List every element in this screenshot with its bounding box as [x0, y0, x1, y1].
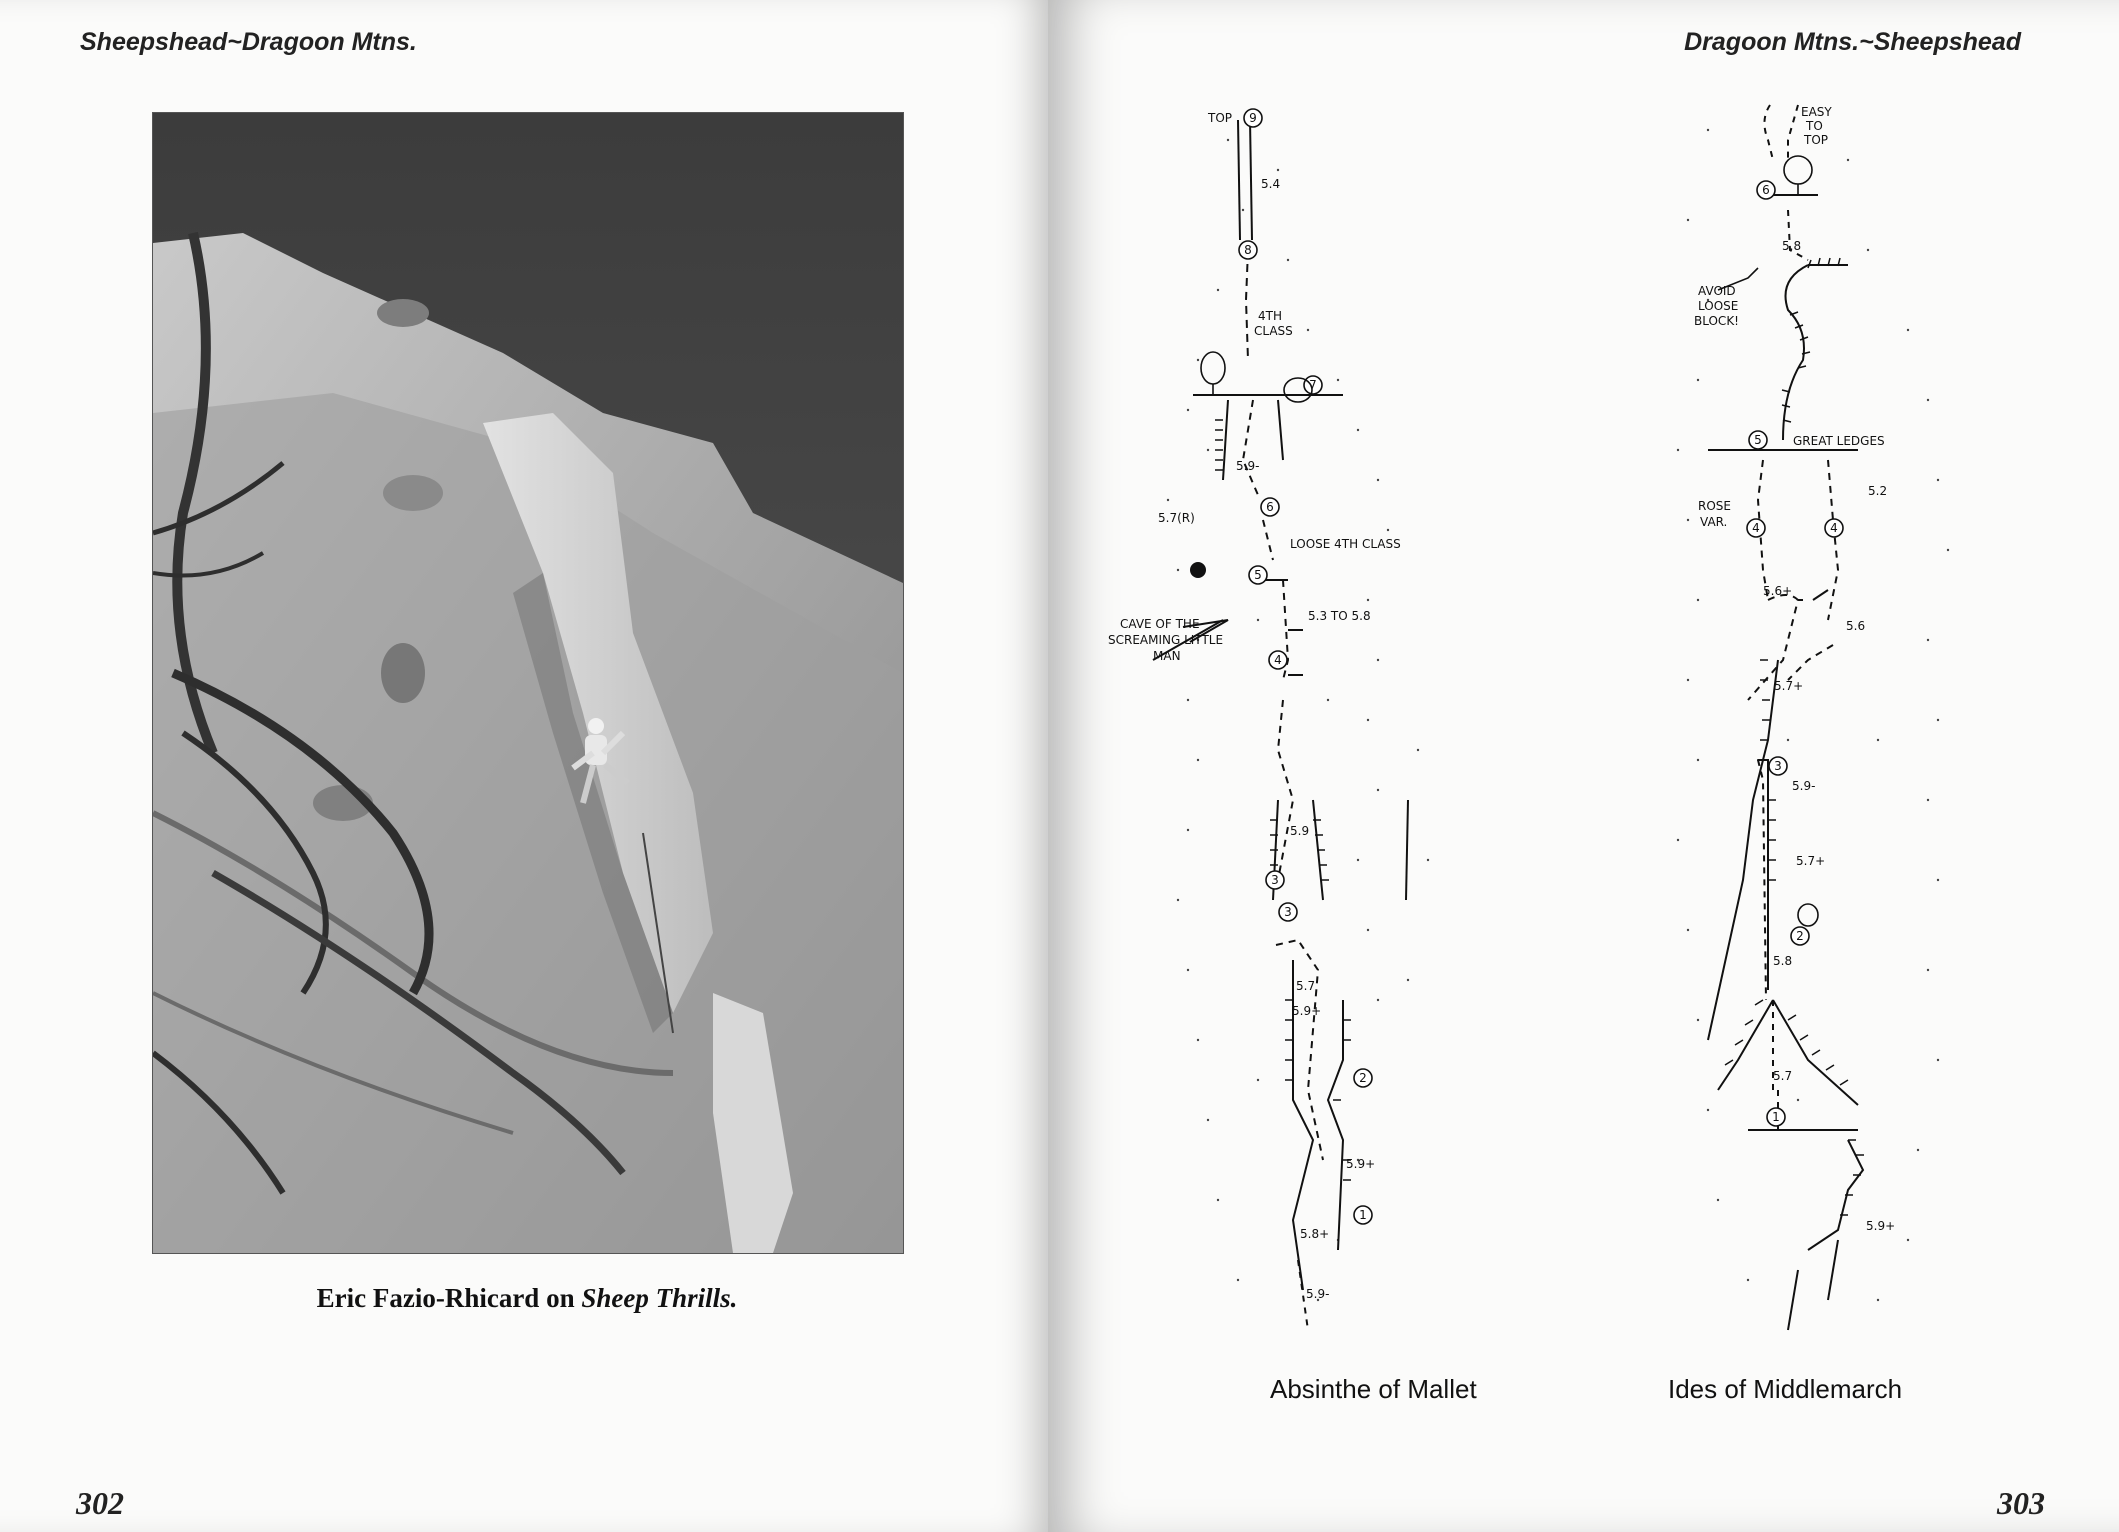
belay-4-number: 4	[1274, 653, 1282, 667]
left-page	[0, 0, 1048, 1532]
label-grade-5-7: 5.7	[1773, 1069, 1793, 1083]
topo-b-belay-numbers	[1752, 183, 1838, 1124]
label-grade-5-6: 5.6	[1846, 619, 1866, 633]
belay-3b-number: 3	[1284, 905, 1292, 919]
climbing-photo-image	[153, 113, 903, 1253]
belay-8-number: 8	[1244, 243, 1252, 257]
label-grade-5-9-minus-b: 5.9-	[1306, 1287, 1330, 1301]
topo-a-lines	[1153, 120, 1408, 1330]
label-grade-5-9-plus: 5.9+	[1866, 1219, 1896, 1233]
label-grade-5-9-minus: 5.9-	[1792, 779, 1816, 793]
label-grade-5-3-to-5-8: 5.3 TO 5.8	[1308, 609, 1371, 623]
cave-marker-icon	[1190, 562, 1206, 578]
belay-5-number: 5	[1754, 433, 1762, 447]
label-grade-5-8-b: 5.8	[1773, 954, 1793, 968]
label-grade-5-4: 5.4	[1261, 177, 1281, 191]
topo-a-diagram	[1078, 100, 1498, 1360]
label-loose-4th-class: LOOSE 4TH CLASS	[1290, 537, 1401, 551]
label-grade-5-7r: 5.7(R)	[1158, 511, 1195, 525]
label-grade-5-9-minus: 5.9-	[1236, 459, 1260, 473]
left-page-number: 302	[76, 1485, 124, 1521]
belay-7-number: 7	[1309, 378, 1317, 392]
belay-3a-number: 3	[1271, 873, 1279, 887]
label-to: TO	[1806, 119, 1823, 133]
belay-9-number: 9	[1249, 111, 1257, 125]
belay-5-number: 5	[1254, 568, 1262, 582]
topo-a-labels	[1108, 111, 1401, 1301]
right-page	[1048, 0, 2119, 1532]
label-great-ledges: GREAT LEDGES	[1793, 434, 1885, 448]
label-rose: ROSE	[1698, 499, 1731, 513]
label-class: CLASS	[1254, 324, 1293, 338]
label-grade-5-9-plus-a: 5.9+	[1292, 1004, 1322, 1018]
topo-a-hatches	[1215, 420, 1351, 1180]
route-name-ides-of-middlemarch: Ides of Middlemarch	[1668, 1374, 1903, 1404]
belay-6-number: 6	[1762, 183, 1770, 197]
label-4th: 4TH	[1258, 309, 1282, 323]
label-grade-5-7-plus-a: 5.7+	[1774, 679, 1804, 693]
label-grade-5-8-plus: 5.8+	[1300, 1227, 1330, 1241]
belay-6-number: 6	[1266, 500, 1274, 514]
label-top: TOP	[1208, 111, 1233, 125]
belay-3-number: 3	[1774, 759, 1782, 773]
caption-prefix: Eric Fazio-Rhicard on	[316, 1283, 582, 1313]
label-grade-5-2: 5.2	[1868, 484, 1888, 498]
topo-absinthe-of-mallet	[1078, 100, 1498, 1360]
right-running-head: Dragoon Mtns.~Sheepshead	[1684, 28, 2021, 56]
belay-4a-number: 4	[1752, 521, 1760, 535]
label-cave-line-1: CAVE OF THE	[1120, 617, 1200, 631]
label-grade-5-6-plus: 5.6+	[1763, 584, 1793, 598]
label-cave-line-2: SCREAMING LITTLE	[1108, 633, 1224, 647]
label-grade-5-7: 5.7	[1296, 979, 1316, 993]
topo-b-belays	[1747, 181, 1843, 1126]
belay-4b-number: 4	[1830, 521, 1838, 535]
label-top: TOP	[1804, 133, 1829, 147]
label-easy: EASY	[1801, 105, 1832, 119]
belay-1-number: 1	[1772, 1110, 1780, 1124]
topo-a-rock-stipple	[1167, 139, 1429, 1301]
label-grade-5-8: 5.8	[1782, 239, 1802, 253]
label-grade-5-7-plus-b: 5.7+	[1796, 854, 1826, 868]
belay-2-number: 2	[1796, 929, 1804, 943]
photo-caption	[152, 1283, 902, 1314]
climbing-photo	[152, 112, 904, 1254]
label-var: VAR.	[1700, 515, 1728, 529]
topo-b-hatches	[1725, 258, 1864, 1215]
topo-b-diagram	[1548, 100, 2008, 1360]
label-grade-5-9-plus-b: 5.9+	[1346, 1157, 1376, 1171]
topo-a-belays	[1239, 109, 1372, 1224]
caption-route-title: Sheep Thrills.	[581, 1283, 738, 1313]
tree-icon	[1784, 156, 1818, 926]
route-name-absinthe-of-mallet: Absinthe of Mallet	[1270, 1374, 1477, 1404]
label-avoid: AVOID	[1698, 284, 1736, 298]
label-grade-5-9: 5.9	[1290, 824, 1310, 838]
label-loose: LOOSE	[1698, 299, 1739, 313]
topo-ides-of-middlemarch	[1548, 100, 2008, 1360]
right-page-number: 303	[1997, 1485, 2045, 1521]
belay-1-number: 1	[1359, 1208, 1367, 1222]
topo-a-belay-numbers	[1244, 111, 1367, 1222]
label-block: BLOCK!	[1694, 314, 1739, 328]
left-running-head: Sheepshead~Dragoon Mtns.	[80, 28, 417, 56]
label-cave-line-3: MAN	[1153, 649, 1181, 663]
belay-2-number: 2	[1359, 1071, 1367, 1085]
